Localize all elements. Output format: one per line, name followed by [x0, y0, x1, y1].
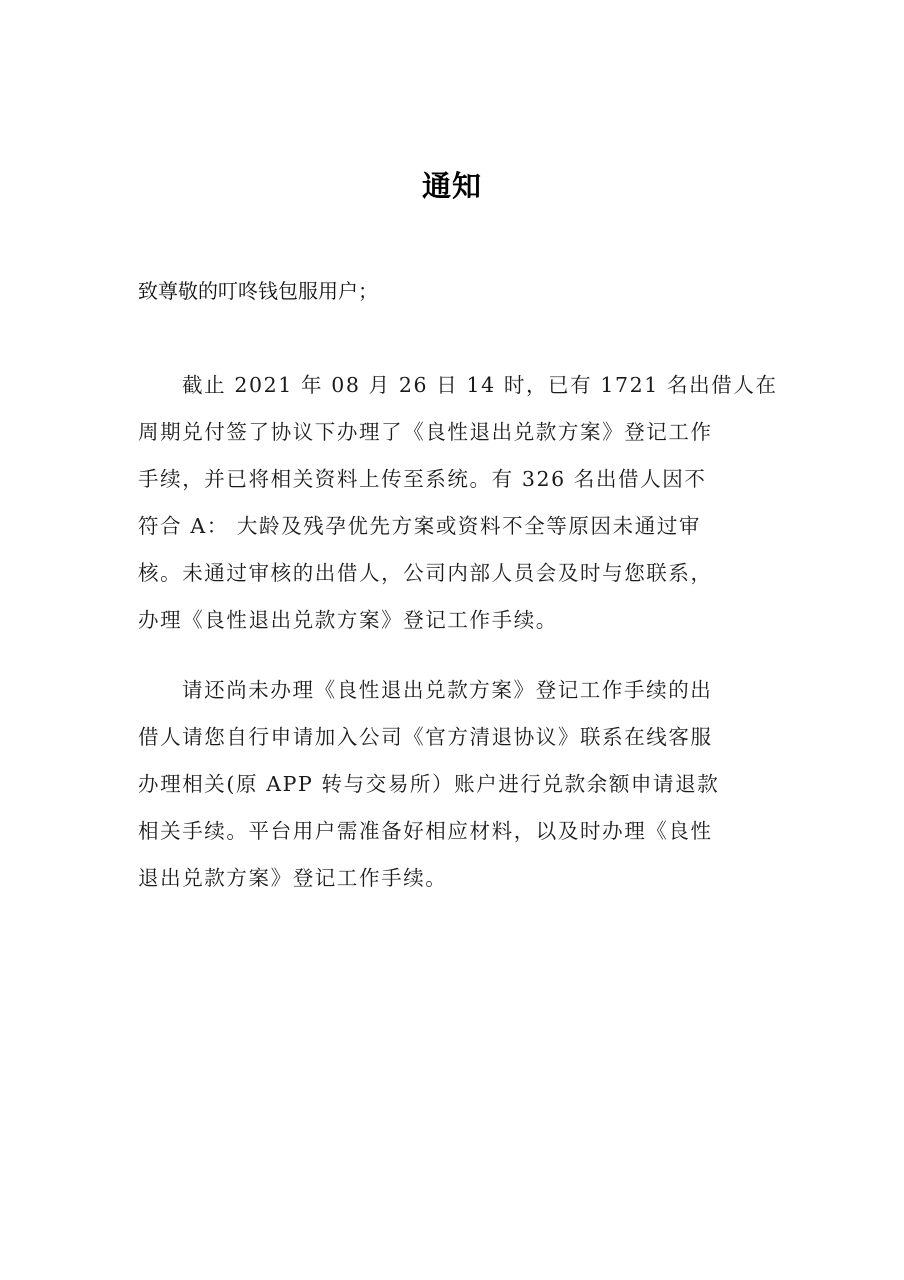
document-title: 通知 [421, 169, 482, 203]
paragraph-line: 办理相关(原 APP 转与交易所）账户进行兑款余额申请退款 [138, 772, 720, 796]
paragraph-instructions [138, 667, 778, 902]
paragraph-line: 相关手续。平台用户需准备好相应材料，以及时办理《良性 [138, 819, 713, 843]
paragraph-line: 符合 A： 大龄及残孕优先方案或资料不全等原因未通过审 [138, 514, 702, 538]
paragraph-line: 截止 2021 年 08 月 26 日 14 时，已有 1721 名出借人在 [182, 373, 778, 397]
salutation: 致尊敬的叮咚钱包服用户； [138, 279, 378, 303]
paragraph-status-update [138, 362, 778, 644]
paragraph-line: 手续，并已将相关资料上传至系统。有 326 名出借人因不 [138, 467, 707, 491]
paragraph-line: 核。未通过审核的出借人，公司内部人员会及时与您联系， [138, 561, 713, 585]
paragraph-line: 借人请您自行申请加入公司《官方清退协议》联系在线客服 [138, 725, 713, 749]
paragraph-line: 请还尚未办理《良性退出兑款方案》登记工作手续的出 [182, 678, 713, 702]
paragraph-line: 退出兑款方案》登记工作手续。 [138, 866, 448, 890]
paragraph-line: 办理《良性退出兑款方案》登记工作手续。 [138, 608, 558, 632]
paragraph-line: 周期兑付签了协议下办理了《良性退出兑款方案》登记工作 [138, 420, 713, 444]
